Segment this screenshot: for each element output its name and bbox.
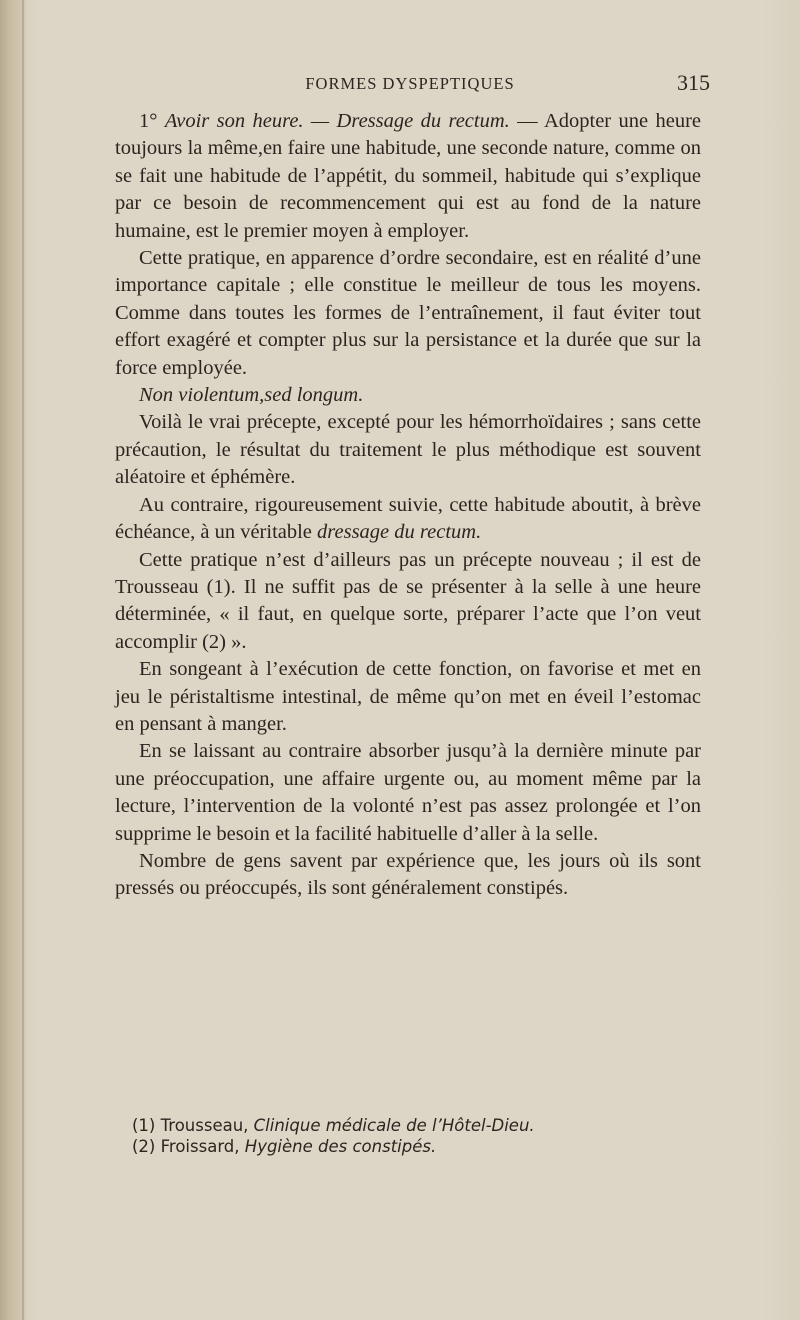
footnote-1 bbox=[132, 1115, 692, 1136]
binding-edge-line bbox=[22, 0, 24, 1320]
emphasis-phrase: dressage du rectum. bbox=[317, 521, 482, 544]
body-text bbox=[115, 108, 701, 903]
paragraph-9: Nombre de gens savent par expérience que, les jours où ils sont pressés ou préoccupés, ils sont généralement constipés. bbox=[115, 849, 701, 900]
page-number: 315 bbox=[677, 70, 710, 95]
paragraph-6: Cette pratique n’est d’ailleurs pas un précepte nouveau ; il est de Trousseau (1). Il ne suffit pas de se présenter à la selle à une heure déterminée, « il faut, en quelque sorte, préparer l’acte que l’on veut accomplir (2) ». bbox=[115, 548, 701, 653]
paragraph-1 bbox=[115, 108, 701, 245]
footnote-marker: (2) bbox=[132, 1137, 156, 1156]
paragraph-text: — Adopter une heure toujours la même,en faire une habitude, une seconde nature, comme on se fait une habitude de l’appétit, du sommeil, habitude qui s’explique par ce besoin de recommencement qui est au fond de la nature humaine, est le premier moyen à employer. bbox=[115, 110, 702, 242]
paragraph-text: Au contraire, rigoureusement suivie, cette habitude aboutit, à brève échéance, à un véritable bbox=[115, 493, 701, 544]
footnote-marker: (1) bbox=[132, 1116, 156, 1135]
paragraph-2: Cette pratique, en apparence d’ordre secondaire, est en réalité d’une importance capitale ; elle constitue le meilleur de tous les moyens. Comme dans toutes les formes de l’entraînement, il faut éviter tout effort exagéré et compter plus sur la persistance et la durée que sur la force employée. bbox=[115, 247, 701, 379]
heading-number: 1° bbox=[139, 110, 158, 132]
running-head bbox=[110, 70, 710, 100]
paragraph-7: En songeant à l’exécution de cette fonction, on favorise et met en jeu le péristaltisme intestinal, de même qu’on met en éveil l’estomac en pensant à manger. bbox=[115, 658, 701, 735]
paragraph-4: Voilà le vrai précepte, excepté pour les hémorrhoïdaires ; sans cette précaution, le résultat du traitement le plus méthodique est souvent aléatoire et éphémère. bbox=[115, 411, 701, 489]
paragraph-5 bbox=[115, 492, 701, 547]
footnote-author: Trousseau, bbox=[155, 1116, 254, 1135]
footnote-title: Clinique médicale de l’Hôtel-Dieu. bbox=[253, 1116, 535, 1135]
footnotes bbox=[132, 1115, 692, 1157]
footnote-author: Froissard, bbox=[155, 1137, 245, 1156]
paragraph-8: En se laissant au contraire absorber jusqu’à la dernière minute par une préoccupation, une affaire urgente ou, au moment même par la lecture, l’intervention de la volonté n’est pas assez prolongée et l’on supprime le besoin et la facilité habituelle d’aller à la selle. bbox=[115, 740, 701, 845]
footnote-2 bbox=[132, 1136, 692, 1157]
latin-maxim: Non violentum,sed longum. bbox=[139, 384, 364, 407]
footnote-title: Hygiène des constipés. bbox=[244, 1137, 437, 1156]
section-heading: Avoir son heure. — Dressage du rectum. bbox=[164, 110, 510, 132]
running-title: FORMES DYSPEPTIQUES bbox=[305, 74, 515, 93]
